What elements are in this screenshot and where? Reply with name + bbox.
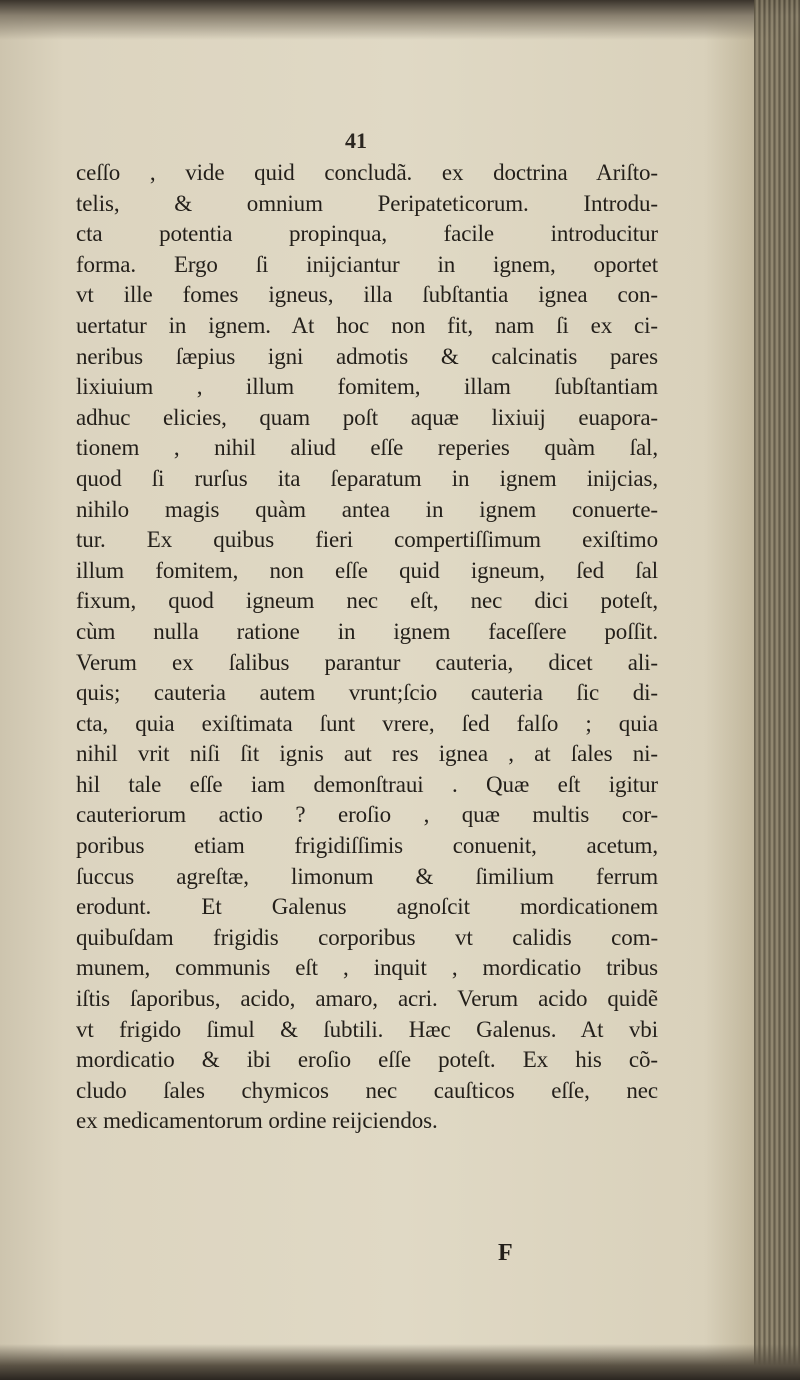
text-line: nihil vrit niſi ſit ignis aut res ignea , at ſales ni-: [76, 741, 658, 767]
text-line: uertatur in ignem. At hoc non fit, nam ſi ex ci-: [76, 312, 658, 338]
bottom-edge-shadow: [0, 1344, 800, 1380]
text-line: erodunt. Et Galenus agnoſcit mordicationem: [76, 894, 658, 920]
page-number: 41: [345, 128, 367, 153]
text-line: vt frigido ſimul & ſubtili. Hæc Galenus. At vbi: [76, 1016, 658, 1042]
text-line: fixum, quod igneum nec eſt, nec dici poteſt,: [76, 588, 658, 614]
text-line: nihilo magis quàm antea in ignem conuerte-: [76, 496, 658, 522]
text-line: cta potentia propinqua, facile introducitur: [76, 221, 658, 247]
text-line: iſtis ſaporibus, acido, amaro, acri. Verum acido quidẽ: [76, 986, 658, 1012]
text-line: poribus etiam frigidiſſimis conuenit, acetum,: [76, 833, 658, 859]
text-line: cta, quia exiſtimata ſunt vrere, ſed falſo ; quia: [76, 710, 658, 736]
text-line: tur. Ex quibus fieri compertiſſimum exiſtimo: [76, 527, 658, 553]
text-line: Verum ex ſalibus parantur cauteria, dicet ali-: [76, 649, 658, 675]
text-line: adhuc elicies, quam poſt aquæ lixiuij euapora-: [76, 404, 658, 430]
text-line: lixiuium , illum fomitem, illam ſubſtantiam: [76, 374, 658, 400]
text-line: mordicatio & ibi eroſio eſſe poteſt. Ex his cõ-: [76, 1047, 658, 1073]
text-line: ceſſo , vide quid concludã. ex doctrina Ariſto-: [76, 160, 658, 185]
text-line: telis, & omnium Peripateticorum. Introdu-: [76, 190, 658, 216]
text-line: cludo ſales chymicos nec cauſticos eſſe, nec: [76, 1077, 658, 1103]
text-line: quis; cauteria autem vrunt;ſcio cauteria ſic di-: [76, 680, 658, 706]
body-text: [76, 158, 658, 1137]
text-line: tionem , nihil aliud eſſe reperies quàm ſal,: [76, 435, 658, 461]
text-line: vt ille fomes igneus, illa ſubſtantia ignea con-: [76, 282, 658, 308]
page-stack-edge: [754, 0, 800, 1380]
text-line: forma. Ergo ſi inijciantur in ignem, oportet: [76, 251, 658, 277]
text-line: cauteriorum actio ? eroſio , quæ multis cor-: [76, 802, 658, 828]
text-line: quibuſdam frigidis corporibus vt calidis com-: [76, 924, 658, 950]
text-line: ex medicamentorum ordine reijciendos.: [76, 1108, 438, 1134]
text-line: ſuccus agreſtæ, limonum & ſimilium ferrum: [76, 863, 658, 889]
text-line: munem, communis eſt , inquit , mordicatio tribus: [76, 955, 658, 981]
text-line: quod ſi rurſus ita ſeparatum in ignem inijcias,: [76, 465, 658, 491]
text-line: neribus ſæpius igni admotis & calcinatis pares: [76, 343, 658, 369]
text-line: illum fomitem, non eſſe quid igneum, ſed ſal: [76, 557, 658, 583]
top-edge-shadow: [0, 0, 800, 40]
signature-mark: F: [498, 1240, 513, 1266]
text-line: cùm nulla ratione in ignem faceſſere poſſit.: [76, 618, 658, 644]
text-line: hil tale eſſe iam demonſtraui . Quæ eſt igitur: [76, 771, 658, 797]
